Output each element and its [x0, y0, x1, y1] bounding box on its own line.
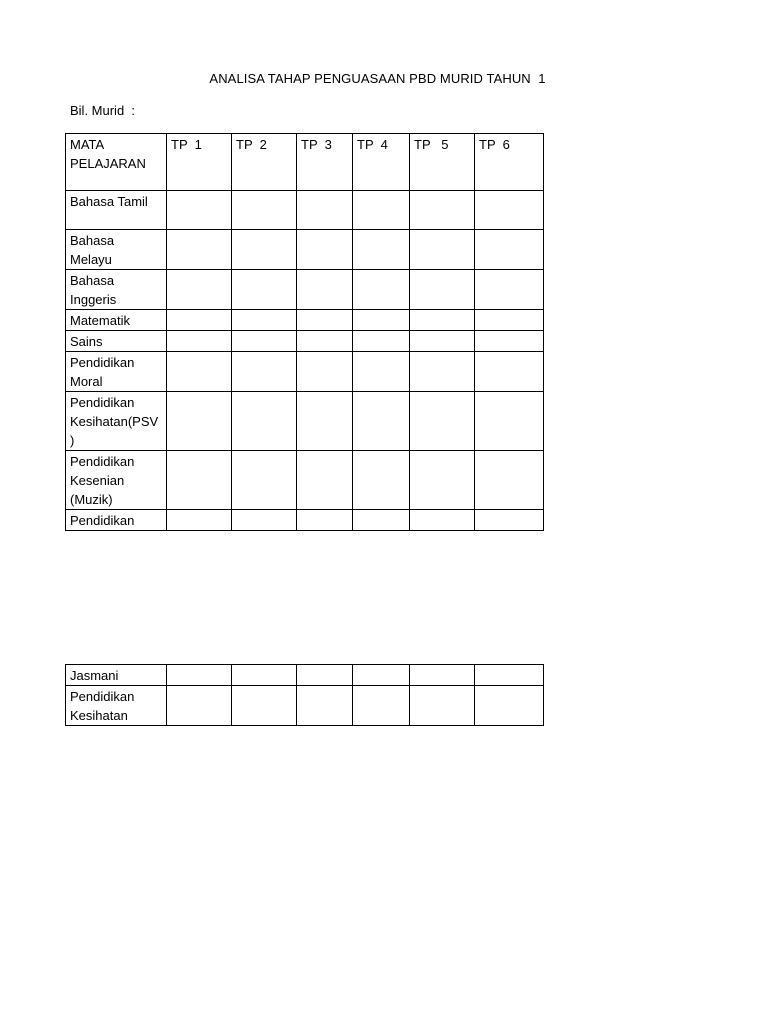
score-cell[interactable] [232, 331, 297, 352]
score-cell[interactable] [410, 451, 475, 510]
score-cell[interactable] [297, 686, 353, 726]
score-cell[interactable] [475, 230, 544, 270]
score-cell[interactable] [475, 392, 544, 451]
score-cell[interactable] [297, 451, 353, 510]
score-cell[interactable] [167, 270, 232, 310]
subject-cell: Pendidikan Kesenian (Muzik) [66, 451, 167, 510]
student-count-label: Bil. Murid : [70, 103, 136, 118]
header-tp6: TP 6 [475, 134, 544, 191]
score-cell[interactable] [410, 230, 475, 270]
score-cell[interactable] [167, 191, 232, 230]
table-row [66, 352, 544, 392]
table-row [66, 686, 544, 726]
score-cell[interactable] [353, 510, 410, 531]
table-row [66, 451, 544, 510]
score-cell[interactable] [475, 270, 544, 310]
header-tp3: TP 3 [297, 134, 353, 191]
table-row [66, 310, 544, 331]
score-cell[interactable] [353, 191, 410, 230]
score-cell[interactable] [167, 510, 232, 531]
score-cell[interactable] [297, 331, 353, 352]
score-cell[interactable] [410, 352, 475, 392]
score-cell[interactable] [232, 665, 297, 686]
table-row [66, 331, 544, 352]
score-cell[interactable] [297, 310, 353, 331]
score-cell[interactable] [475, 665, 544, 686]
header-tp4: TP 4 [353, 134, 410, 191]
subject-cell: Matematik [66, 310, 167, 331]
table-row [66, 510, 544, 531]
score-cell[interactable] [232, 230, 297, 270]
score-cell[interactable] [232, 310, 297, 331]
table-row [66, 665, 544, 686]
score-cell[interactable] [167, 331, 232, 352]
score-cell[interactable] [475, 310, 544, 331]
score-cell[interactable] [475, 191, 544, 230]
score-cell[interactable] [232, 451, 297, 510]
score-cell[interactable] [353, 665, 410, 686]
score-cell[interactable] [410, 686, 475, 726]
score-cell[interactable] [353, 392, 410, 451]
table-row [66, 392, 544, 451]
score-cell[interactable] [232, 352, 297, 392]
score-cell[interactable] [297, 392, 353, 451]
score-cell[interactable] [167, 310, 232, 331]
score-cell[interactable] [232, 686, 297, 726]
document-title: ANALISA TAHAP PENGUASAAN PBD MURID TAHUN 1 [209, 71, 546, 86]
score-cell[interactable] [410, 510, 475, 531]
table-row [66, 230, 544, 270]
header-tp1: TP 1 [167, 134, 232, 191]
header-tp5: TP 5 [410, 134, 475, 191]
score-cell[interactable] [297, 191, 353, 230]
score-cell[interactable] [167, 230, 232, 270]
subject-cell: Pendidikan [66, 510, 167, 531]
score-cell[interactable] [353, 310, 410, 331]
score-cell[interactable] [410, 270, 475, 310]
score-cell[interactable] [410, 665, 475, 686]
score-cell[interactable] [475, 686, 544, 726]
score-cell[interactable] [353, 331, 410, 352]
score-cell[interactable] [353, 686, 410, 726]
subject-cell: Bahasa Tamil [66, 191, 167, 230]
score-cell[interactable] [410, 331, 475, 352]
subject-cell: Pendidikan Kesihatan(PSV ) [66, 392, 167, 451]
pbd-analysis-table-continued [65, 664, 544, 726]
score-cell[interactable] [475, 352, 544, 392]
score-cell[interactable] [167, 392, 232, 451]
subject-cell: Bahasa Inggeris [66, 270, 167, 310]
header-tp2: TP 2 [232, 134, 297, 191]
score-cell[interactable] [353, 230, 410, 270]
subject-cell: Sains [66, 331, 167, 352]
score-cell[interactable] [167, 352, 232, 392]
pbd-analysis-table [65, 133, 544, 531]
score-cell[interactable] [232, 270, 297, 310]
score-cell[interactable] [353, 352, 410, 392]
score-cell[interactable] [297, 270, 353, 310]
score-cell[interactable] [410, 392, 475, 451]
score-cell[interactable] [353, 270, 410, 310]
score-cell[interactable] [297, 510, 353, 531]
score-cell[interactable] [167, 686, 232, 726]
score-cell[interactable] [167, 451, 232, 510]
score-cell[interactable] [475, 451, 544, 510]
table-row [66, 270, 544, 310]
subject-cell: Pendidikan Kesihatan [66, 686, 167, 726]
subject-cell: Pendidikan Moral [66, 352, 167, 392]
header-subject: MATA PELAJARAN [66, 134, 167, 191]
score-cell[interactable] [410, 191, 475, 230]
score-cell[interactable] [475, 331, 544, 352]
table-row [66, 191, 544, 230]
subject-cell: Bahasa Melayu [66, 230, 167, 270]
score-cell[interactable] [297, 352, 353, 392]
subject-cell: Jasmani [66, 665, 167, 686]
score-cell[interactable] [410, 310, 475, 331]
score-cell[interactable] [353, 451, 410, 510]
score-cell[interactable] [297, 665, 353, 686]
score-cell[interactable] [232, 392, 297, 451]
table-header-row [66, 134, 544, 191]
score-cell[interactable] [475, 510, 544, 531]
score-cell[interactable] [167, 665, 232, 686]
score-cell[interactable] [232, 191, 297, 230]
score-cell[interactable] [232, 510, 297, 531]
score-cell[interactable] [297, 230, 353, 270]
